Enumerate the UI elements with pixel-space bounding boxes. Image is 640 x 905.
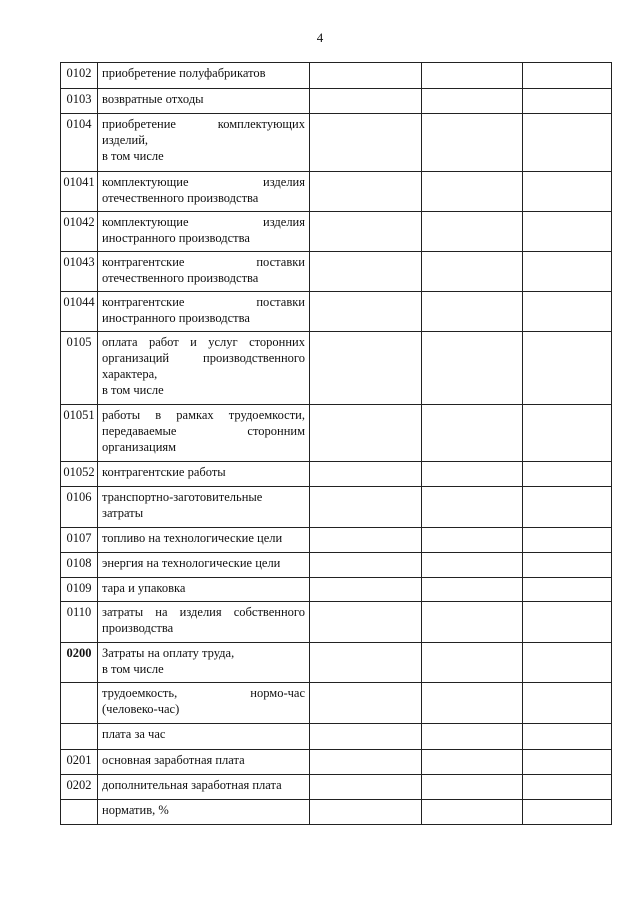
row-code: 01044 <box>61 292 98 332</box>
value-cell-1 <box>310 578 422 602</box>
cost-table-body <box>61 63 612 825</box>
value-cell-3 <box>523 487 612 528</box>
row-name <box>98 172 310 212</box>
value-cell-1 <box>310 724 422 750</box>
value-cell-3 <box>523 643 612 683</box>
value-cell-2 <box>422 89 523 114</box>
value-cell-2 <box>422 114 523 172</box>
value-cell-1 <box>310 487 422 528</box>
value-cell-3 <box>523 750 612 775</box>
value-cell-3 <box>523 405 612 462</box>
value-cell-3 <box>523 462 612 487</box>
row-code: 0201 <box>61 750 98 775</box>
value-cell-3 <box>523 578 612 602</box>
row-code: 01052 <box>61 462 98 487</box>
value-cell-3 <box>523 602 612 643</box>
value-cell-1 <box>310 405 422 462</box>
row-name-line: тара и упаковка <box>102 581 186 595</box>
row-name-line: изделий, <box>102 133 149 147</box>
table-row <box>61 114 612 172</box>
value-cell-2 <box>422 643 523 683</box>
row-name-line: комплектующие изделия <box>102 175 305 189</box>
row-name-line: норматив, % <box>102 803 169 817</box>
row-name <box>98 750 310 775</box>
value-cell-1 <box>310 643 422 683</box>
row-name-line: отечественного производства <box>102 191 259 205</box>
table-row <box>61 172 612 212</box>
row-code: 0103 <box>61 89 98 114</box>
row-name-line: приобретение комплектующих <box>102 117 305 131</box>
value-cell-2 <box>422 212 523 252</box>
table-row <box>61 602 612 643</box>
row-name-line: работы в рамках трудоемкости, <box>102 408 305 422</box>
value-cell-2 <box>422 750 523 775</box>
value-cell-2 <box>422 487 523 528</box>
row-name-line: дополнительная заработная плата <box>102 778 282 792</box>
row-name <box>98 89 310 114</box>
row-name <box>98 487 310 528</box>
row-name-line: энергия на технологические цели <box>102 556 281 570</box>
table-row <box>61 405 612 462</box>
page-number: 4 <box>316 30 324 45</box>
row-name <box>98 528 310 553</box>
row-name-line: производства <box>102 621 174 635</box>
row-name <box>98 643 310 683</box>
table-row <box>61 89 612 114</box>
row-name-line: затраты на изделия собственного <box>102 605 305 619</box>
value-cell-2 <box>422 405 523 462</box>
value-cell-3 <box>523 332 612 405</box>
row-name-line: организациям <box>102 440 177 454</box>
row-name <box>98 724 310 750</box>
value-cell-1 <box>310 252 422 292</box>
row-name-line: контрагентские работы <box>102 465 226 479</box>
row-name <box>98 683 310 724</box>
row-name <box>98 292 310 332</box>
value-cell-2 <box>422 332 523 405</box>
value-cell-3 <box>523 172 612 212</box>
row-code: 0105 <box>61 332 98 405</box>
row-code: 0108 <box>61 553 98 578</box>
value-cell-2 <box>422 528 523 553</box>
row-code: 0104 <box>61 114 98 172</box>
row-name <box>98 63 310 89</box>
value-cell-1 <box>310 602 422 643</box>
value-cell-2 <box>422 172 523 212</box>
value-cell-3 <box>523 800 612 825</box>
row-code: 0106 <box>61 487 98 528</box>
row-name <box>98 114 310 172</box>
value-cell-2 <box>422 252 523 292</box>
table-row <box>61 487 612 528</box>
row-name <box>98 332 310 405</box>
table-row <box>61 683 612 724</box>
table-row <box>61 462 612 487</box>
value-cell-2 <box>422 683 523 724</box>
value-cell-3 <box>523 528 612 553</box>
value-cell-2 <box>422 462 523 487</box>
value-cell-3 <box>523 683 612 724</box>
value-cell-3 <box>523 775 612 800</box>
row-code: 01041 <box>61 172 98 212</box>
row-name-line: характера, <box>102 367 158 381</box>
value-cell-1 <box>310 63 422 89</box>
value-cell-1 <box>310 775 422 800</box>
value-cell-1 <box>310 800 422 825</box>
row-name-line: возвратные отходы <box>102 92 204 106</box>
table-row <box>61 724 612 750</box>
table-row <box>61 332 612 405</box>
row-name <box>98 775 310 800</box>
row-name-line: отечественного производства <box>102 271 259 285</box>
row-name-line: оплата работ и услуг сторонних <box>102 335 305 349</box>
row-name-line: (человеко-час) <box>102 702 180 716</box>
row-code <box>61 800 98 825</box>
value-cell-2 <box>422 553 523 578</box>
row-name-line: организаций производственного <box>102 351 305 365</box>
value-cell-1 <box>310 332 422 405</box>
row-name-line: транспортно-заготовительные <box>102 490 263 504</box>
row-name-line: в том числе <box>102 149 164 163</box>
row-name-line: трудоемкость, нормо-час <box>102 686 305 700</box>
value-cell-2 <box>422 800 523 825</box>
table-row <box>61 750 612 775</box>
table-row <box>61 63 612 89</box>
value-cell-1 <box>310 528 422 553</box>
value-cell-2 <box>422 292 523 332</box>
row-name <box>98 405 310 462</box>
row-name-line: Затраты на оплату труда, <box>102 646 235 660</box>
cost-table <box>60 62 612 825</box>
row-name <box>98 800 310 825</box>
value-cell-1 <box>310 172 422 212</box>
row-name <box>98 462 310 487</box>
row-name-line: плата за час <box>102 727 166 741</box>
value-cell-2 <box>422 63 523 89</box>
row-code: 0202 <box>61 775 98 800</box>
value-cell-1 <box>310 114 422 172</box>
row-code <box>61 724 98 750</box>
row-name-line: приобретение полуфабрикатов <box>102 66 266 80</box>
table-row <box>61 292 612 332</box>
row-code: 0200 <box>61 643 98 683</box>
row-name <box>98 252 310 292</box>
row-name-line: затраты <box>102 506 144 520</box>
row-code: 01043 <box>61 252 98 292</box>
value-cell-3 <box>523 553 612 578</box>
row-name <box>98 212 310 252</box>
value-cell-2 <box>422 578 523 602</box>
value-cell-1 <box>310 683 422 724</box>
row-name-line: иностранного производства <box>102 231 250 245</box>
row-code: 01042 <box>61 212 98 252</box>
row-name-line: контрагентские поставки <box>102 255 305 269</box>
row-name-line: основная заработная плата <box>102 753 245 767</box>
value-cell-1 <box>310 212 422 252</box>
value-cell-1 <box>310 553 422 578</box>
row-code: 01051 <box>61 405 98 462</box>
table-row <box>61 643 612 683</box>
row-name-line: топливо на технологические цели <box>102 531 283 545</box>
value-cell-3 <box>523 63 612 89</box>
row-code: 0110 <box>61 602 98 643</box>
row-name-line: в том числе <box>102 383 164 397</box>
row-code: 0107 <box>61 528 98 553</box>
table-row <box>61 553 612 578</box>
row-name-line: иностранного производства <box>102 311 250 325</box>
value-cell-1 <box>310 292 422 332</box>
value-cell-2 <box>422 724 523 750</box>
value-cell-2 <box>422 602 523 643</box>
value-cell-2 <box>422 775 523 800</box>
row-name <box>98 602 310 643</box>
table-row <box>61 578 612 602</box>
row-code: 0102 <box>61 63 98 89</box>
table-row <box>61 775 612 800</box>
value-cell-3 <box>523 292 612 332</box>
value-cell-1 <box>310 462 422 487</box>
value-cell-3 <box>523 252 612 292</box>
row-name-line: передаваемые сторонним <box>102 424 305 438</box>
value-cell-3 <box>523 114 612 172</box>
row-name-line: контрагентские поставки <box>102 295 305 309</box>
row-code <box>61 683 98 724</box>
row-name <box>98 578 310 602</box>
value-cell-3 <box>523 212 612 252</box>
table-row <box>61 528 612 553</box>
value-cell-3 <box>523 724 612 750</box>
row-name-line: комплектующие изделия <box>102 215 305 229</box>
table-row <box>61 252 612 292</box>
value-cell-1 <box>310 750 422 775</box>
value-cell-1 <box>310 89 422 114</box>
row-name <box>98 553 310 578</box>
value-cell-3 <box>523 89 612 114</box>
table-row <box>61 212 612 252</box>
table-row <box>61 800 612 825</box>
row-code: 0109 <box>61 578 98 602</box>
row-name-line: в том числе <box>102 662 164 676</box>
